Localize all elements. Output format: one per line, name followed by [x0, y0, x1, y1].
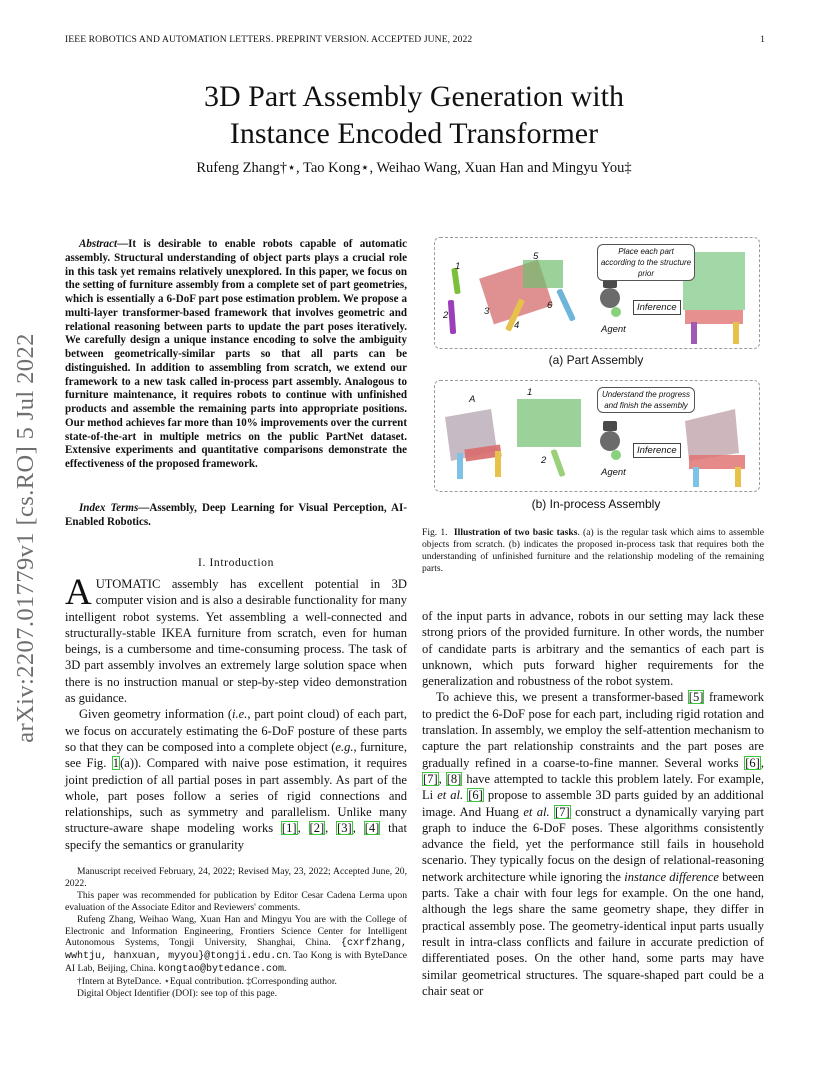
panel-b-label: (b) In-process Assembly: [531, 497, 661, 511]
citation-link[interactable]: [7]: [423, 771, 438, 786]
section-heading-introduction: I. Introduction: [198, 556, 274, 569]
title-line-2: Instance Encoded Transformer: [229, 117, 599, 150]
part-number: 4: [514, 320, 520, 331]
footnote-editor: This paper was recommended for publication by Editor Cesar Cadena Lerma upon evaluation of the Associate Editor and Reviewers' comments.: [65, 889, 407, 913]
footnote-manuscript: Manuscript received February, 24, 2022; Revised May, 23, 2022; Accepted June, 20, 2022.: [65, 866, 407, 889]
part-number: 2: [443, 310, 449, 321]
intro-paragraph-4: To achieve this, we present a transformer-based [5] framework to predict the 6-DoF pose for each part, including rigid rotation and translation. In assembly, we employ the self-attention mechanism to capture the part relationship constraints and the part poses are gradually refined in a coarse-to-fine manner. Several works [6], [7], [8] have attempted to tackle this problem lately. For example, Li et al. [6] propose to assemble 3D parts guided by an additional image. And Huang et al. [7] construct a dynamically varying part graph to induce the 6-DoF poses. These algorithms consistently advance the field, yet the performance still fails in household scenario. They typically focus on the design of relational-reasoning network architecture while ignoring the instance difference between parts. Take a chair with four legs for example. On the one hand, although the legs share the same geometry shape, they differ in practical assembly pose. The geometry-identical input parts usually result in intra-class conflicts and failure in accurate prediction of differentiated poses. On the other hand, some parts may have similar geometrical structures. The square-shaped part could be a chair seat or: [422, 690, 765, 998]
footnotes: [65, 866, 407, 1000]
footnote-roles: †Intern at ByteDance. ⋆Equal contribution. ‡Corresponding author.: [77, 976, 337, 988]
caption-title: Illustration of two basic tasks: [453, 527, 578, 538]
abstract: [65, 238, 407, 472]
figure-panel-b: [434, 380, 760, 492]
abstract-text: —It is desirable to enable robots capable of automatic assembly. Structural understanding of object parts plays a crucial role in this task yet remains relatively unexplored. In this paper, we focus on the setting of furniture assembly from a complete set of part geometries, which is essentially a 6-DoF part pose estimation problem. We propose a multi-layer transformer-based framework that involves geometric and relational reasoning between parts to update the part poses iteratively. We carefully design a unique instance encoding to solve the ambiguity between geometrically-similar parts so that all parts can be distinguished. In addition to assembling from scratch, we extend our framework to a new task called in-process part assembly. Analogous to furniture maintenance, it requires robots to continue with unfinished products and assemble the remaining parts into appropriate positions. Our method achieves far more than 10% improvements over the current state-of-the-art in multiple metrics on the public PartNet dataset. Extensive experiments and quantitative comparisons demonstrate the effectiveness of the proposed framework.: [65, 238, 407, 470]
figure-1: [432, 237, 760, 517]
figure-caption: [422, 527, 764, 575]
part-number: 1: [455, 261, 461, 272]
thought-bubble: Understand the progress and finish the assembly: [597, 387, 695, 413]
index-terms: [65, 502, 407, 530]
index-terms-text: —Assembly, Deep Learning for Visual Perception, AI-Enabled Robotics.: [65, 502, 408, 528]
footnote-affiliations: Rufeng Zhang, Weihao Wang, Xuan Han and Mingyu You are with the College of Electronic and Information Engineering, Frontiers Science Center for Intelligent Autonomous Systems, Tongji University, Shanghai, China. {cxrfzhang, wwhtju, hanxuan, myyou}@tongji.edu.cn. Tao Kong is with ByteDance AI Lab, Beijing, China. kongtao@bytedance.com.: [65, 913, 407, 976]
journal-name: IEEE ROBOTICS AND AUTOMATION LETTERS. PREPRINT VERSION. ACCEPTED JUNE, 2022: [65, 34, 473, 45]
index-terms-label: Index Terms: [79, 502, 139, 514]
author-email-kong[interactable]: kongtao@bytedance.com: [158, 964, 285, 976]
panel-a-label: (a) Part Assembly: [548, 353, 644, 367]
footnote-doi: Digital Object Identifier (DOI): see top of this page.: [77, 988, 278, 1000]
part-number: 6: [547, 300, 553, 311]
drop-cap: A: [65, 572, 92, 613]
citation-link[interactable]: [4]: [364, 821, 380, 836]
agent-label: Agent: [601, 324, 626, 335]
citation-link[interactable]: [6]: [745, 755, 760, 770]
arxiv-id: arXiv:2207.01779v1 [cs.RO] 5 Jul 2022: [12, 333, 39, 743]
arxiv-stamp: [0, 298, 52, 778]
thought-bubble: Place each part according to the structure prior: [597, 244, 695, 281]
intro-column-right: [422, 608, 764, 999]
citation-link[interactable]: [3]: [337, 821, 352, 836]
author-emails[interactable]: {cxrfzhang, wwhtju, hanxuan, myyou}@tongji.edu.cn: [65, 938, 407, 963]
citation-link[interactable]: [1]: [281, 821, 297, 836]
abstract-label: Abstract: [79, 238, 118, 250]
title-line-1: 3D Part Assembly Generation with: [204, 80, 624, 113]
agent-label: Agent: [601, 467, 626, 478]
paper-title: [0, 78, 828, 152]
inference-box: Inference: [633, 300, 681, 315]
citation-link[interactable]: [6]: [468, 788, 483, 803]
caption-text: . (a) is the regular task which aims to assemble objects from scratch. (b) indicates the proposed in-process task that requires both the understanding of unfinished furniture and the relationship modeling of the remaining parts.: [422, 527, 765, 574]
author-list: Rufeng Zhang†⋆, Tao Kong⋆, Weihao Wang, Xuan Han and Mingyu You‡: [196, 160, 632, 176]
figure-panel-a: [434, 237, 760, 349]
part-label: 1: [527, 387, 533, 398]
part-label: 2: [541, 455, 547, 466]
citation-link[interactable]: [5]: [688, 690, 704, 705]
intro-paragraph-1: AUTOMATIC assembly has excellent potential in 3D computer vision and is also a desirable functionality for many intelligent robot systems. Yet assembling a well-connected and structurally-stable IKEA furniture from scratch, even for human beings, is a cumbersome and time-consuming process. The task of 3D part assembly involves an extremely large solution space when there is no instruction manual or step-by-step video demonstration as guidance.: [65, 572, 407, 706]
running-header: [65, 34, 765, 45]
citation-link[interactable]: [2]: [309, 821, 325, 836]
inference-box: Inference: [633, 443, 681, 458]
figure-link[interactable]: 1: [112, 756, 120, 771]
intro-paragraph-2: Given geometry information (i.e., part point cloud) of each part, we focus on accurately estimating the 6-DoF posture of these parts so that they can be composed into a complete object (e.g., furniture, see Fig. 1(a)). Compared with naive pose estimation, it requires joint prediction of all partial poses in part assembly. As part of the whole, part poses follow a series of rigid connections and relationships, such as symmetry and parallelism. Unlike many structure-aware shape modeling works [1], [2], [3], [4] that specify the semantics or granularity: [65, 707, 407, 852]
part-number: 5: [533, 251, 539, 262]
part-number: 3: [484, 306, 490, 317]
page-number: 1: [760, 34, 765, 45]
citation-link[interactable]: [7]: [555, 804, 570, 819]
caption-prefix: Fig. 1.: [422, 527, 448, 538]
intro-column-left: [65, 572, 407, 853]
intro-paragraph-3: of the input parts in advance, robots in our setting may lack these strong priors of the provided furniture. In other words, the number of candidate parts is arbitrary and the semantics of each part is unknown, which puts forward higher requirements for the generalization and robustness of the robot system.: [422, 609, 764, 689]
citation-link[interactable]: [8]: [446, 771, 462, 786]
part-label: A: [469, 394, 476, 405]
